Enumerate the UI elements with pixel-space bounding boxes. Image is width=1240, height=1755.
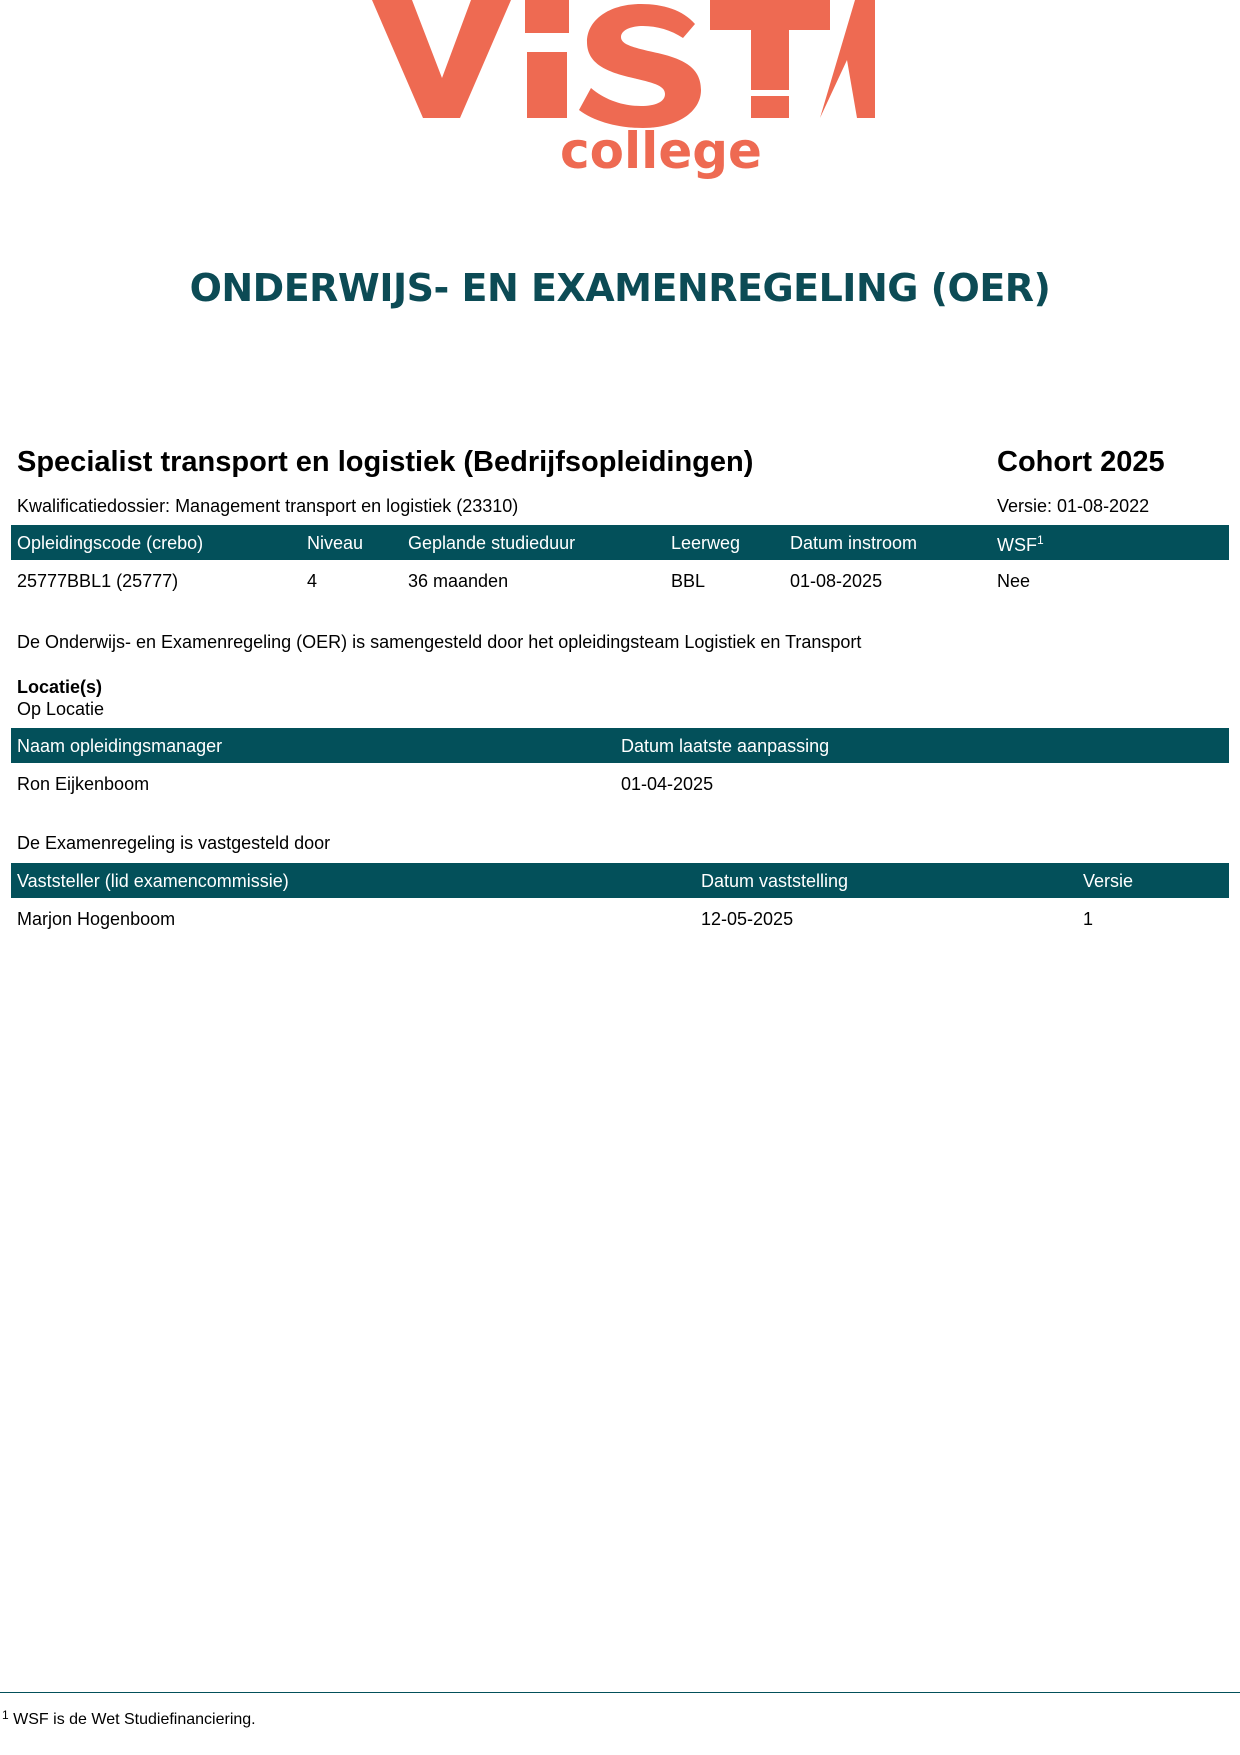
cell-crebo: 25777BBL1 (25777) xyxy=(17,571,179,591)
logo-letter-i-dot xyxy=(525,0,569,33)
logo-letter-t-stem xyxy=(751,30,789,90)
vista-college-logo xyxy=(365,0,875,205)
locatie-label: Locatie(s) xyxy=(17,677,103,697)
cell-vaststeller-datum: 12-05-2025 xyxy=(701,909,794,929)
footnote-marker: 1 xyxy=(1037,533,1044,547)
program-versie: Versie: 01-08-2022 xyxy=(997,496,1150,516)
logo-letter-s xyxy=(579,4,701,128)
document-title: ONDERWIJS- EN EXAMENREGELING (OER) xyxy=(189,266,1051,310)
footnote xyxy=(2,1708,256,1729)
program-table-header xyxy=(11,525,1229,560)
vastgesteld-text: De Examenregeling is vastgesteld door xyxy=(17,833,331,853)
header-niveau: Niveau xyxy=(307,533,364,553)
header-leerweg: Leerweg xyxy=(671,533,741,553)
header-manager-naam: Naam opleidingsmanager xyxy=(17,736,223,756)
header-vaststeller-naam: Vaststeller (lid examencommissie) xyxy=(17,871,289,891)
footnote-number: 1 xyxy=(2,1708,9,1722)
cell-vaststeller-naam: Marjon Hogenboom xyxy=(17,909,176,929)
vaststeller-table-row xyxy=(11,901,1229,936)
manager-table-row xyxy=(11,766,1229,801)
samengesteld-text: De Onderwijs- en Examenregeling (OER) is samengesteld door het opleidingsteam Logistiek en Transport xyxy=(17,632,862,652)
cell-vaststeller-versie: 1 xyxy=(1083,909,1094,929)
cell-manager-naam: Ron Eijkenboom xyxy=(17,774,150,794)
program-table-row xyxy=(11,563,1229,598)
footnote-text: WSF is de Wet Studiefinanciering. xyxy=(13,1711,256,1728)
header-vaststeller-versie: Versie xyxy=(1083,871,1134,891)
cell-leerweg: BBL xyxy=(671,571,706,591)
logo-letter-i-stem xyxy=(527,52,567,118)
logo-letter-v xyxy=(372,0,511,118)
cohort: Cohort 2025 xyxy=(997,446,1165,478)
manager-table-header xyxy=(11,728,1229,763)
vaststeller-table-header xyxy=(11,863,1229,898)
cell-instroom: 01-08-2025 xyxy=(790,571,883,591)
logo-college-text: college xyxy=(560,122,762,180)
cell-studieduur: 36 maanden xyxy=(408,571,509,591)
logo-letter-t-bar xyxy=(710,0,830,30)
cell-wsf: Nee xyxy=(997,571,1031,591)
header-wsf xyxy=(997,533,1044,556)
header-instroom: Datum instroom xyxy=(790,533,918,553)
cell-manager-datum: 01-04-2025 xyxy=(621,774,714,794)
kwalificatiedossier: Kwalificatiedossier: Management transport en logistiek (23310) xyxy=(17,496,519,516)
header-studieduur: Geplande studieduur xyxy=(408,533,576,553)
footnote-divider xyxy=(0,1692,1240,1693)
header-vaststeller-datum: Datum vaststelling xyxy=(701,871,849,891)
header-manager-datum: Datum laatste aanpassing xyxy=(621,736,830,756)
header-wsf-label: WSF xyxy=(997,535,1037,555)
logo-letter-t-foot xyxy=(751,96,789,118)
program-name: Specialist transport en logistiek (Bedrijfsopleidingen) xyxy=(17,446,754,478)
locatie-value: Op Locatie xyxy=(17,699,105,719)
cell-niveau: 4 xyxy=(307,571,318,591)
header-crebo: Opleidingscode (crebo) xyxy=(17,533,204,553)
